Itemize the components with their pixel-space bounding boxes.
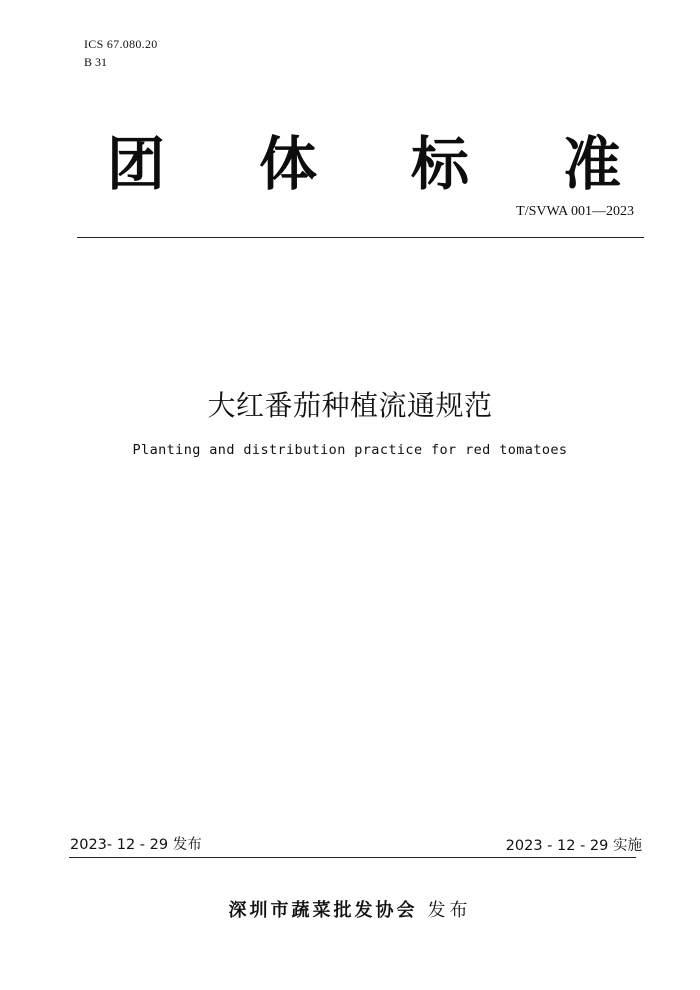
title-char-2: 体 — [258, 130, 317, 198]
bottom-divider — [69, 857, 636, 858]
top-divider — [77, 237, 644, 238]
document-title-english: Planting and distribution practice for red tomatoes — [132, 442, 568, 458]
title-char-1: 团 — [106, 130, 165, 198]
ccs-code: B 31 — [84, 55, 108, 69]
title-char-3: 标 — [410, 130, 469, 198]
publisher-action: 发布 — [427, 900, 472, 921]
publisher-line — [0, 898, 700, 924]
standard-number: T/SVWA 001—2023 — [516, 204, 634, 219]
ics-code: ICS 67.080.20 — [84, 37, 158, 51]
title-char-4: 准 — [562, 130, 621, 198]
standard-type-title — [96, 124, 632, 204]
issue-date: 2023- 12 - 29 发布 — [70, 837, 202, 853]
document-title-chinese: 大红番茄种植流通规范 — [207, 389, 493, 422]
publisher-name: 深圳市蔬菜批发协会 — [228, 900, 418, 921]
implementation-date: 2023 - 12 - 29 实施 — [505, 838, 642, 854]
